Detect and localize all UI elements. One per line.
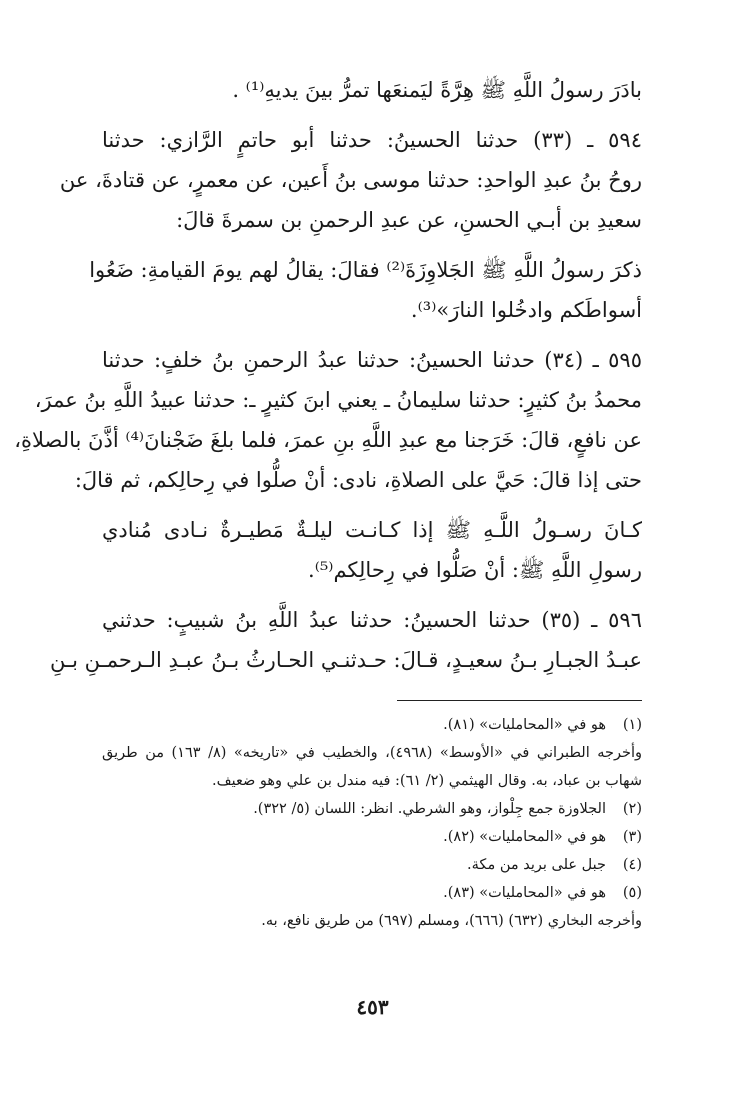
footnote-number: (٤)	[622, 857, 642, 873]
text-line: أسواطَكم وادخُلوا النارَ»⁽³⁾.	[410, 298, 642, 322]
footnote-separator	[397, 700, 642, 701]
footnote-2	[102, 795, 642, 823]
text-line: بادَرَ رسولُ اللَّهِ ﷺ هِرَّةً ليَمنعَها تمرُّ بينَ يديهِ⁽¹⁾ .	[232, 78, 642, 102]
footnote-text: هو في «المحامليات» (٨١).	[443, 717, 606, 733]
text-line: ذكرَ رسولُ اللَّهِ ﷺ الجَلاوِزَةَ⁽²⁾ فقالَ: يقالُ لهم يومَ القيامةِ: ضَعُوا	[89, 258, 642, 282]
hadith-596-heading: ٥٩٦ ـ (٣٥) حدثنا الحسينُ: حدثنا عبدُ اللَّهِ بنُ شبيبٍ: حدثني	[102, 608, 642, 632]
hadith-595-heading: ٥٩٥ ـ (٣٤) حدثنا الحسينُ: حدثنا عبدُ الرحمنِ بنُ خلفٍ: حدثنا	[102, 348, 642, 372]
footnote-number: (٢)	[622, 801, 642, 817]
footnote-1-cont: وأخرجه الطبراني في «الأوسط» (٤٩٦٨)، والخطيب في «تاريخه» (٨/ ١٦٣) من طريق	[102, 745, 642, 761]
footnote-number: (١)	[622, 717, 642, 733]
text-line: رسولِ اللَّهِ ﷺ: أنْ صَلُّوا في رِحالِكم⁽⁵⁾.	[308, 558, 642, 582]
text-line: كـانَ رسـولُ اللَّـهِ ﷺ إذا كـانـت ليلـةٌ مَطيـرةٌ نـادى مُنادي	[102, 518, 642, 542]
text-line: عن نافعٍ، قالَ: خَرَجنا مع عبدِ اللَّهِ بنِ عمرَ، فلما بلغَ ضَجْنانَ⁽⁴⁾ أذَّنَ بالصلاةِ،	[14, 428, 642, 452]
footnote-4	[102, 851, 642, 879]
footnote-number: (٣)	[622, 829, 642, 845]
footnote-1	[102, 711, 642, 739]
text-line: محمدُ بنُ كثيرٍ: حدثنا سليمانُ ـ يعني ابنَ كثيرٍ ـ: حدثنا عبيدُ اللَّهِ بنُ عمرَ،	[34, 388, 642, 412]
text-line: حتى إذا قالَ: حَيَّ على الصلاةِ، نادى: أنْ صلُّوا في رِحالِكم، ثم قالَ:	[74, 468, 642, 492]
main-text	[14, 70, 642, 680]
footnotes	[102, 700, 642, 935]
footnote-text: جبل على بريد من مكة.	[467, 857, 606, 873]
footnote-text: الجلاوزة جمع جِلْواز، وهو الشرطي. انظر: اللسان (٥/ ٣٢٢).	[253, 801, 606, 817]
hadith-594-heading: ٥٩٤ ـ (٣٣) حدثنا الحسينُ: حدثنا أبو حاتمٍ الرَّازي: حدثنا	[102, 128, 642, 152]
text-line: روحُ بنُ عبدِ الواحدِ: حدثنا موسى بنُ أَعين، عن معمرٍ، عن قتادةَ، عن	[59, 168, 642, 192]
page-number: ٤٥٣	[356, 995, 389, 1019]
footnote-1-cont: شهاب بن عباد، به. وقال الهيثمي (٢/ ٦١): فيه مندل بن علي وهو ضعيف.	[211, 773, 642, 789]
footnote-text: هو في «المحامليات» (٨٢).	[443, 829, 606, 845]
text-line: عبـدُ الجبـارِ بـنُ سعيـدٍ، قـالَ: حـدثنـي الحـارثُ بـنُ عبـدِ الـرحمـنِ بـنِ	[49, 648, 642, 672]
footnote-3	[102, 823, 642, 851]
text-line: سعيدِ بن أبـي الحسنِ، عن عبدِ الرحمنِ بن سمرةَ قالَ:	[176, 208, 642, 232]
footnote-text: هو في «المحامليات» (٨٣).	[443, 885, 606, 901]
footnote-number: (٥)	[622, 885, 642, 901]
footnote-5	[102, 879, 642, 907]
footnote-5-cont: وأخرجه البخاري (٦٣٢) (٦٦٦)، ومسلم (٦٩٧) من طريق نافع، به.	[261, 913, 642, 929]
